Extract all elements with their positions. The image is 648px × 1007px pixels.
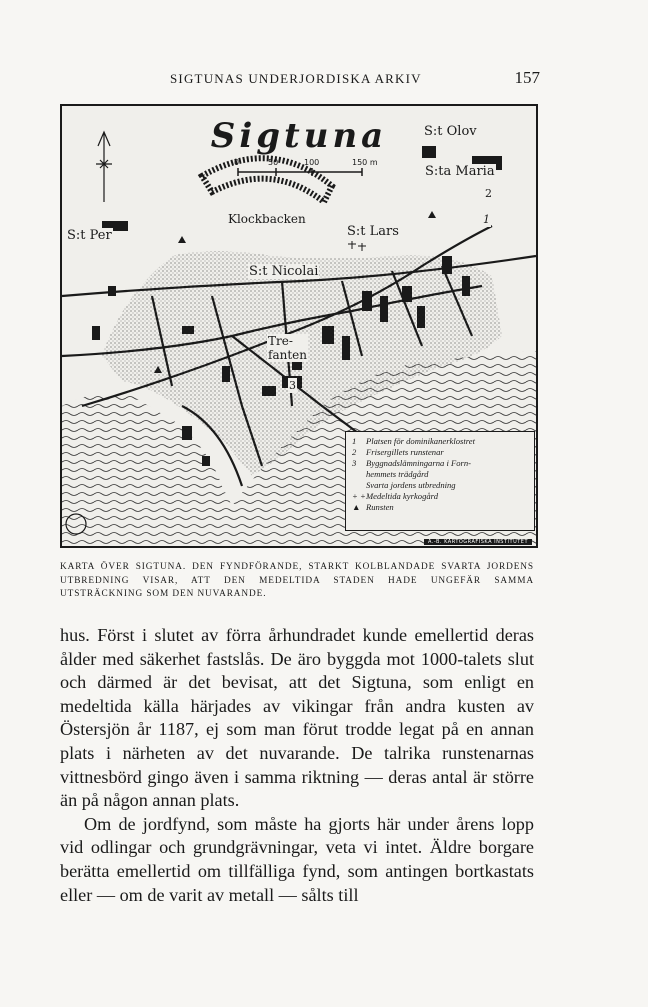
- page-header: [70, 68, 540, 88]
- legend-item: hemmets trädgård: [366, 469, 429, 479]
- legend-item: 3 Byggnadslämningarna i Forn-: [352, 458, 472, 468]
- marker-3: 3: [289, 379, 296, 392]
- page-number: 157: [514, 68, 540, 87]
- label-st-nicolai: S:t Nicolai: [249, 264, 319, 279]
- paragraph: Om de jordfynd, som måste ha gjorts här under årens lopp vid odlingar och grundgrävningar, veta vi intet. Äldre borgare berätta emellertid om tillfälliga fynd, som antingen bortkastats eller — om de varit av metall — sålts till: [60, 813, 534, 905]
- scale-label-0: 0: [234, 158, 240, 167]
- body-text: [60, 624, 534, 907]
- label-st-maria: S:ta Maria: [425, 164, 495, 179]
- scale-label-100: 100: [304, 158, 320, 167]
- legend-item: Svarta jordens utbredning: [366, 480, 456, 490]
- legend-item: 2 Frisergillets runstenar: [352, 447, 444, 457]
- marker-1: 1: [483, 213, 490, 226]
- scale-label-50: 50: [268, 158, 279, 167]
- legend-item: + + Medeltida kyrkogård: [352, 491, 438, 501]
- legend-item: ▲ Runsten: [352, 502, 394, 512]
- label-st-olov: S:t Olov: [424, 124, 477, 139]
- sigtuna-map: [60, 104, 538, 548]
- map-title: Sigtuna: [210, 116, 388, 156]
- label-trefanten: Tre- fanten: [268, 334, 307, 362]
- scale-label-150: 150 m: [352, 158, 378, 167]
- marker-2: 2: [485, 187, 492, 200]
- figure-caption: KARTA ÖVER SIGTUNA. DEN FYNDFÖRANDE, STARKT KOLBLANDADE SVARTA JORDENS UTBREDNING VISAR, ATT DEN MEDELTIDA STADEN HADE UNGEFÄR SAMMA UTSTRÄCKNING SOM DEN NUVARANDE.: [60, 562, 534, 599]
- map-imprint: A.-B. KARTOGRAFISKA INSTITUTET: [424, 539, 532, 545]
- paragraph: hus. Först i slutet av förra århundradet kunde emellertid deras ålder med säkerhet fastslås. De äro byggda mot 1000-talets slut och därmed är det bevisat, att det Sigtuna, som enligt en medeltida källa härjades av vikingar från andra kusten av Östersjön år 1187, ej som man förut trodde legat på en annan plats i närheten av det nuvarande. De talrika runstenarnas vittnesbörd gingo även i samma riktning — deras antal är större än på någon annan plats.: [60, 625, 534, 811]
- scale-bar: [238, 168, 362, 176]
- label-st-per: S:t Per: [67, 228, 112, 243]
- label-st-lars: S:t Lars: [347, 224, 399, 239]
- map-legend: [345, 431, 535, 531]
- legend-item: 1 Platsen för dominikanerklostret: [352, 436, 475, 446]
- running-head: SIGTUNAS UNDERJORDISKA ARKIV: [170, 71, 422, 86]
- label-klockbacken: Klockbacken: [228, 212, 306, 226]
